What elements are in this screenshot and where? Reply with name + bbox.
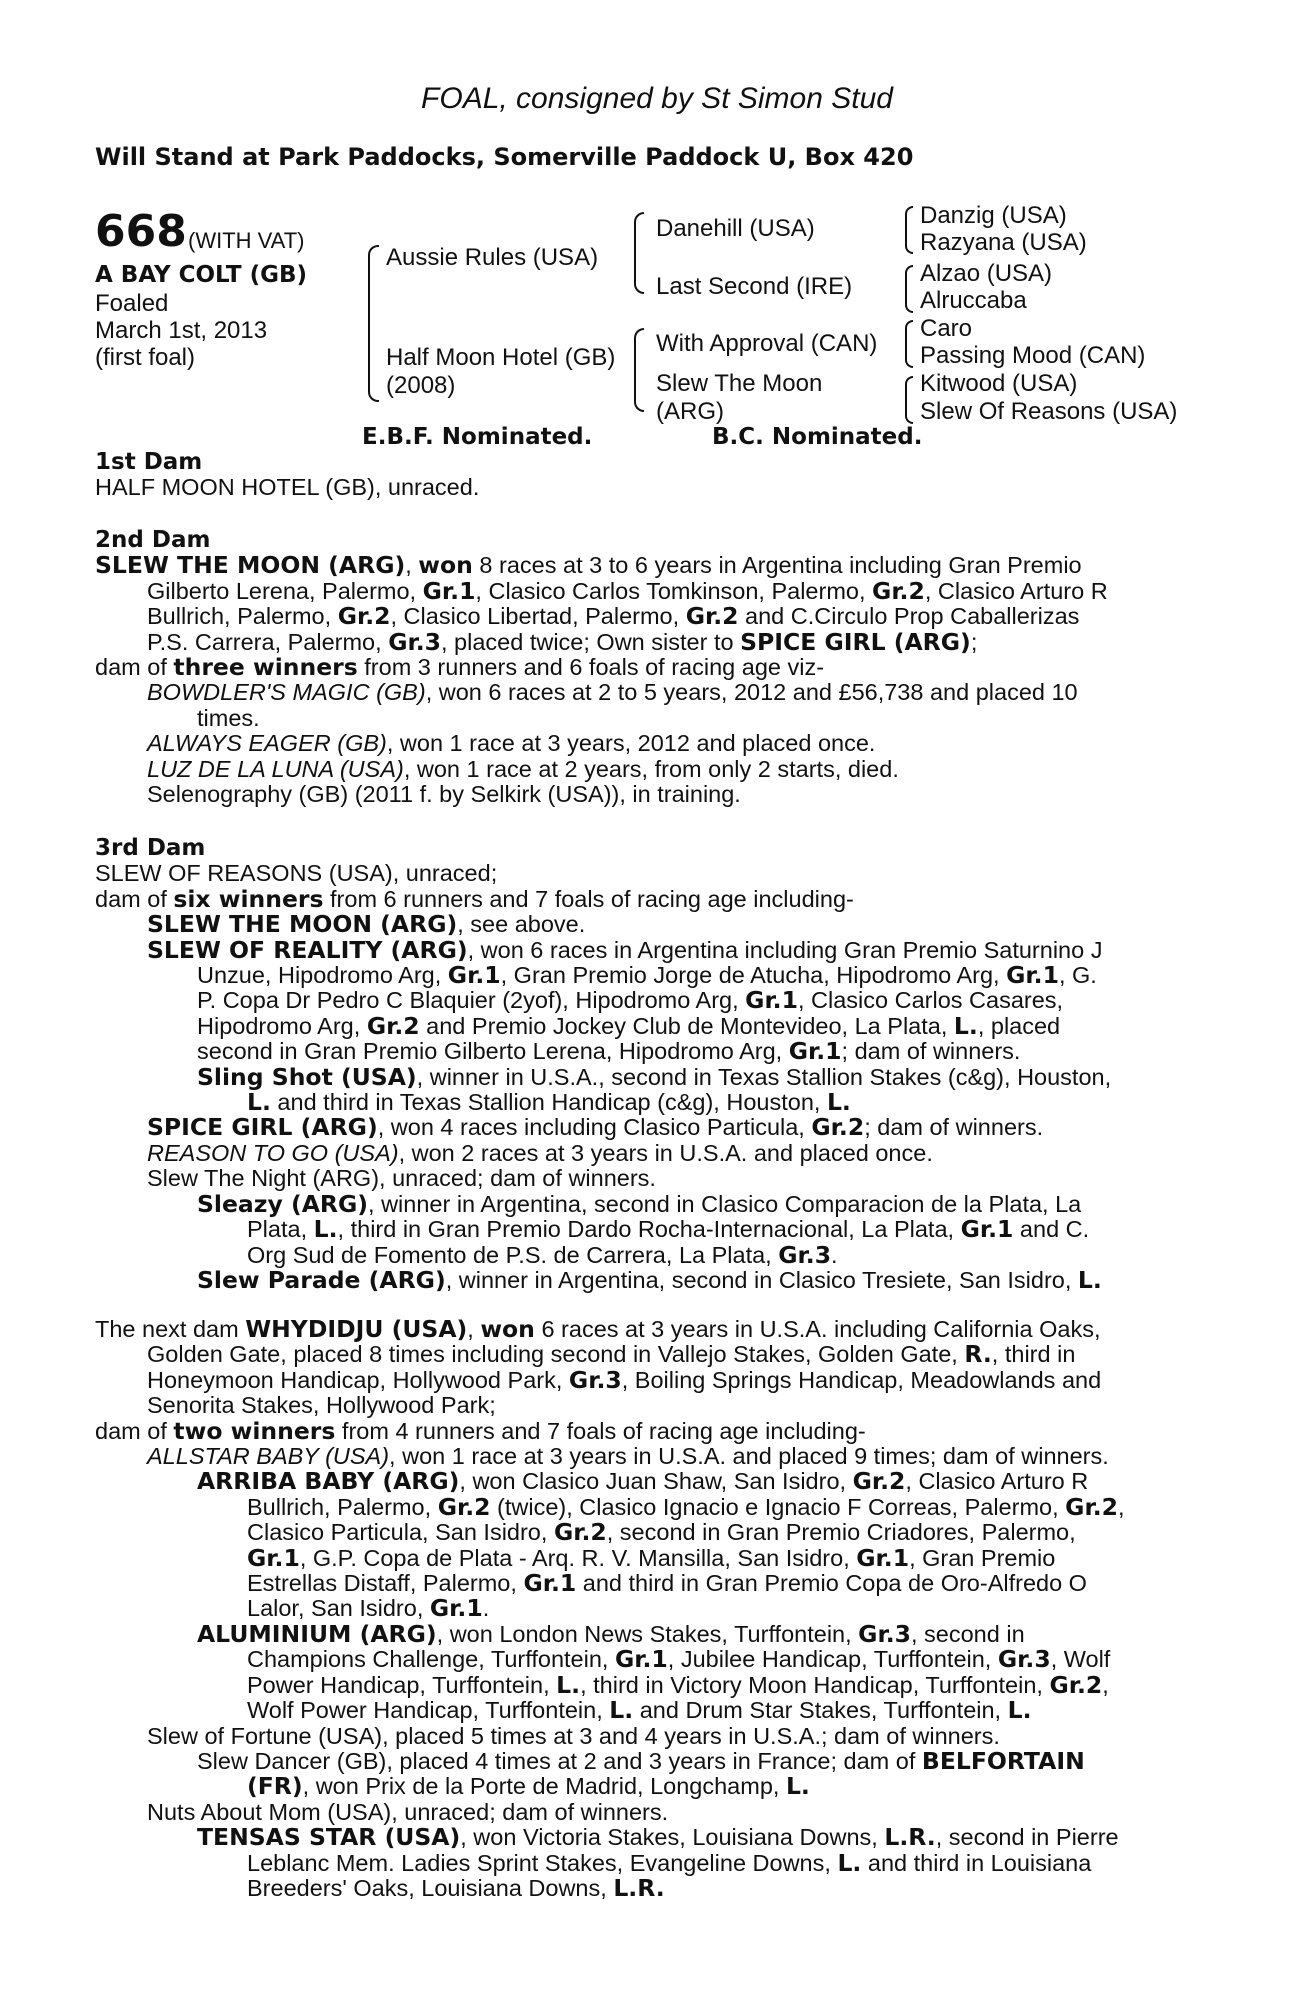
pedigree-dam-dam: Slew The Moon [656,370,823,397]
progeny-name: REASON TO GO (USA) [147,1139,399,1166]
race-text: ; [970,628,978,655]
race-text: , Clasico Carlos Tomkinson, Palermo, [475,577,873,604]
next-dam-section: The next dam WHYDIDJU (USA), won 6 races at 3 years in U.S.A. including California Oaks, Golden Gate, placed 8 times including second in Vallejo Stakes, Golden Gate, R., third in Honeymoon Handicap, Hollywood Park, Gr.3, Boiling Springs Handicap, Meadowlands and Senorita Stakes, Hollywood Park; dam of two winners from 4 runners and 7 foals of racing age including- ALLSTAR BABY (USA), won 1 race at 3 years in U.S.A. and placed 9 times; dam of winners. ARRIBA BABY (ARG), won Clasico Juan Shaw, San Isidro, Gr.2, Clasico Arturo R Bullrich, Palermo, Gr.2 (twice), Clasico Ignacio e Ignacio F Correas, Palermo, Gr.2, Clasico Particula, San Isidro, Gr.2, second in Gran Premio Criadores, Palermo, Gr.1, G.P. Copa de Plata - Arq. R. V. Mansilla, San Isidro, Gr.1, Gran Premio Estrellas Distaff, Palermo, Gr.1 and third in Gran Premio Copa de Oro-Alfredo O Lalor, San Isidro, Gr.1. ALUMINIUM (ARG), won London News Stakes, Turffontein, Gr.3, second in Champions Challenge, Turffontein, Gr.1, Jubilee Handicap, Turffontein, Gr.3, Wolf Power Handicap, Turffontein, L., third in Victory Moon Handicap, Turffontein, Gr.2, Wolf Power Handicap, Turffontein, L. and Drum Star Stakes, Turffontein, L. Slew of Fortune (USA), placed 5 times at 3 and 4 years in U.S.A.; dam of winners. Slew Dancer (GB), placed 4 times at 2 and 3 years in France; dam of BELFORTAIN (FR), won Prix de la Porte de Madrid, Longchamp, L. Nuts About Mom (USA), unraced; dam of winners. TENSAS STAR (USA), won Victoria Stakes, Louisiana Downs, L.R., second in Pierre Leblanc Mem. Ladies Sprint Stakes, Evangeline Downs, L. and third in Louisiana Breeders' Oaks, Louisiana Downs, L.R. [95,1317,1200,1901]
listed-label: L.R. [613,1873,665,1902]
progeny-name: Sling Shot (USA) [197,1062,417,1091]
race-text: 6 races at 3 years in U.S.A. including California Oaks, [534,1316,1101,1342]
progeny-name: ALUMINIUM (ARG) [197,1619,437,1648]
progeny-text: , won 1 race at 2 years, from only 2 starts, died. [403,755,899,782]
won-label: won [418,551,473,580]
pedigree-dss: Caro [920,315,973,342]
grade-label: Gr.3 [778,1240,832,1269]
progeny-text: , [1102,1671,1109,1698]
second-dam-heading: 2nd Dam [95,527,211,553]
foal-note: (first foal) [95,344,196,371]
grade-label: Gr.2 [872,576,925,605]
listed-label: L. [313,1215,338,1244]
listed-label: L. [837,1848,862,1877]
second-dam-section: 2nd Dam SLEW THE MOON (ARG), won 8 races at 3 to 6 years in Argentina including Gran Premio Gilberto Lerena, Palermo, Gr.1, Clasico Carlos Tomkinson, Palermo, Gr.2, Clasico Arturo R Bullrich, Palermo, Gr.2, Clasico Libertad, Palermo, Gr.2 and C.Circulo Prop Caballerizas P.S. Carrera, Palermo, Gr.3, placed twice; Own sister to SPICE GIRL (ARG); dam of three winners from 3 runners and 6 foals of racing age viz- BOWDLER'S MAGIC (GB), won 6 races at 2 to 5 years, 2012 and £56,738 and placed 10 times. ALWAYS EAGER (GB), won 1 race at 3 years, 2012 and placed once. LUZ DE LA LUNA (USA), won 1 race at 2 years, from only 2 starts, died. Selenography (GB) (2011 f. by Selkirk (USA)), in training. [95,528,1200,807]
progeny-name: BOWDLER'S MAGIC (GB) [147,679,426,706]
progeny-text: and third in Louisiana [861,1849,1092,1876]
progeny-name: SPICE GIRL (ARG) [147,1113,378,1142]
progeny-text: , won 4 races including Clasico Particula, [377,1114,812,1141]
pedigree-dam: Half Moon Hotel (GB) [386,344,616,371]
listed-label: L. [826,1088,851,1117]
race-text: Senorita Stakes, Hollywood Park; [147,1392,496,1419]
progeny-text: Plata, [247,1216,314,1243]
vat-note: (WITH VAT) [188,228,305,253]
progeny-name: ALLSTAR BABY (USA) [147,1443,390,1470]
pedigree-brace-ds [905,320,913,368]
pedigree-dam-sire: With Approval (CAN) [656,330,878,357]
race-text: , Boiling Springs Handicap, Meadowlands and [621,1366,1102,1393]
grade-label: Gr.1 [960,1215,1014,1244]
grade-label: Gr.3 [568,1365,622,1394]
pedigree-brace-main [368,245,379,402]
pedigree-sire: Aussie Rules (USA) [386,244,599,271]
progeny-text: Bullrich, Palermo, [247,1493,438,1520]
progeny-text: and third in Gran Premio Copa de Oro-Alfredo O [576,1570,1087,1597]
progeny-text: , won 2 races at 3 years in U.S.A. and placed once. [398,1139,933,1166]
pedigree-brace-sire [634,212,644,294]
race-text: , Clasico Arturo R [924,577,1108,604]
progeny-text: , Clasico Arturo R [905,1468,1089,1495]
dam-of-label: dam of [95,1417,174,1444]
progeny-text: , G. [1058,962,1097,989]
progeny-text: Clasico Particula, San Isidro, [247,1519,554,1546]
progeny-text: , second in Pierre [935,1824,1119,1851]
lot-number: 668 [95,206,187,257]
dam-of-text: from 3 runners and 6 foals of racing age viz- [357,654,825,681]
winners-count: two winners [173,1416,336,1445]
progeny-text: Power Handicap, Turffontein, [247,1671,557,1698]
progeny-text: Unzue, Hipodromo Arg, [197,962,448,989]
progeny-text: Estrellas Distaff, Palermo, [247,1570,524,1597]
pedigree-brace-ss [905,206,913,254]
grade-label: Gr.3 [997,1645,1051,1674]
progeny-text: . [482,1595,490,1622]
next-dam-prefix: The next dam [95,1316,246,1342]
race-text: Bullrich, Palermo, [147,603,338,630]
progeny-text: ; dam of winners. [864,1114,1044,1141]
progeny-text: , Gran Premio [909,1544,1056,1571]
progeny-text: Selenography (GB) (2011 f. by Selkirk (USA)), in training. [147,781,741,808]
dam-of-label: dam of [95,654,174,681]
progeny-text: (twice), Clasico Ignacio e Ignacio F Correas, Palermo, [490,1493,1066,1520]
progeny-text: and Drum Star Stakes, Turffontein, [633,1697,1008,1724]
progeny-text: , placed [977,1012,1061,1039]
grade-label: Gr.1 [422,576,476,605]
grade-label: Gr.1 [614,1645,668,1674]
progeny-text: , won Clasico Juan Shaw, San Isidro, [459,1468,853,1495]
grade-label: Gr.1 [447,961,501,990]
progeny-name: LUZ DE LA LUNA (USA) [147,755,404,782]
pedigree-brace-dd [905,376,913,424]
grade-label: Gr.3 [388,627,441,656]
race-text: and C.Circulo Prop Caballerizas [738,603,1080,630]
progeny-text: Leblanc Mem. Ladies Sprint Stakes, Evangeline Downs, [247,1849,838,1876]
progeny-text: Nuts About Mom (USA), unraced; dam of winners. [147,1798,669,1825]
progeny-text: Breeders' Oaks, Louisiana Downs, [247,1874,614,1901]
progeny-text: , won 1 race at 3 years in U.S.A. and placed 9 times; dam of winners. [389,1443,1109,1470]
pedigree-brace-dam [634,328,644,412]
progeny-text: Org Sud de Fomento de P.S. de Carrera, La Plata, [247,1241,779,1268]
progeny-text: . [831,1241,838,1268]
first-dam-heading: 1st Dam [95,449,203,475]
progeny-name: ARRIBA BABY (ARG) [197,1467,460,1496]
progeny-text: Hipodromo Arg, [197,1012,367,1039]
grade-label: Gr.2 [437,1492,491,1521]
pedigree-sire-sire: Danehill (USA) [656,215,815,242]
grade-label: Gr.1 [745,986,798,1015]
progeny-text: , [1117,1493,1125,1520]
progeny-text: and Premio Jockey Club de Montevideo, La Plata, [419,1012,954,1039]
winners-count: six winners [173,884,324,913]
grade-label: Gr.2 [366,1011,420,1040]
grade-label: Gr.1 [856,1543,910,1572]
grade-label: Gr.2 [852,1467,906,1496]
progeny-text: , winner in Argentina, second in Clasico Comparacion de la Plata, La [368,1190,1082,1217]
dam-name: WHYDIDJU (USA) [245,1315,468,1343]
grade-label: Gr.2 [1065,1492,1118,1521]
pedigree-ssd: Razyana (USA) [920,229,1087,256]
pedigree-dds: Kitwood (USA) [920,370,1078,397]
grade-label: Gr.1 [788,1037,842,1066]
dam-name: SLEW THE MOON (ARG) [95,551,406,580]
race-text: , placed twice; Own sister to [441,628,741,655]
race-text: Golden Gate, placed 8 times including second in Vallejo Stakes, Golden Gate, [147,1341,965,1368]
progeny-name: SLEW THE MOON (ARG) [147,910,458,939]
pedigree-sds: Alzao (USA) [920,260,1053,287]
race-text: Honeymoon Handicap, Hollywood Park, [147,1366,569,1393]
winners-count: three winners [173,653,358,682]
page-title: FOAL, consigned by St Simon Stud [421,82,893,115]
foaled-label: Foaled [95,290,169,317]
foaled-date: March 1st, 2013 [95,317,268,344]
progeny-text: , won 6 races at 2 to 5 years, 2012 and £56,738 and placed 10 [425,679,1078,706]
third-dam-heading: 3rd Dam [95,835,206,861]
grade-label: Gr.3 [858,1619,911,1648]
dam-of-label: dam of [95,885,174,912]
dam-of-text: from 4 runners and 7 foals of racing age including- [335,1417,866,1444]
grade-label: Gr.1 [429,1594,483,1623]
progeny-text: Slew Dancer (GB), placed 4 times at 2 and 3 years in France; dam of [197,1747,922,1774]
grade-label: Gr.2 [1049,1670,1103,1699]
sister-name: SPICE GIRL (ARG) [740,627,971,656]
progeny-text: , Gran Premio Jorge de Atucha, Hipodromo Arg, [500,962,1007,989]
progeny-text: Slew The Night (ARG), unraced; dam of winners. [147,1165,656,1192]
race-text: 8 races at 3 to 6 years in Argentina including Gran Premio [472,552,1082,579]
listed-label: L. [556,1670,581,1699]
listed-label: L. [953,1011,978,1040]
progeny-text: , won Prix de la Porte de Madrid, Longchamp, [302,1773,786,1800]
first-dam-section [95,450,1200,501]
progeny-text: ; dam of winners. [841,1038,1021,1065]
third-dam-section [95,836,1200,1293]
progeny-text: Slew of Fortune (USA), placed 5 times at 3 and 4 years in U.S.A.; dam of winners. [147,1722,1000,1749]
progeny-text: , third in Victory Moon Handicap, Turffontein, [580,1671,1050,1698]
race-text: P.S. Carrera, Palermo, [147,628,389,655]
progeny-text: , Wolf [1050,1646,1111,1673]
restricted-label: R. [964,1340,992,1369]
progeny-text: P. Copa Dr Pedro C Blaquier (2yof), Hipodromo Arg, [197,987,746,1014]
grade-label: Gr.2 [685,602,739,631]
race-text: , Clasico Libertad, Palermo, [390,603,686,630]
progeny-text: , see above. [457,911,586,938]
progeny-text: , second in Gran Premio Criadores, Palermo, [606,1519,1076,1546]
progeny-text: times. [197,704,260,731]
pedigree-dam-year: (2008) [386,372,456,399]
ebf-nomination: E.B.F. Nominated. [362,424,593,450]
progeny-text: and third in Texas Stallion Handicap (c&g), Houston, [270,1089,827,1116]
pedigree-ddd: Slew Of Reasons (USA) [920,398,1178,425]
pedigree-dsd: Passing Mood (CAN) [920,342,1146,369]
progeny-text: , won London News Stakes, Turffontein, [436,1620,859,1647]
progeny-name: ALWAYS EAGER (GB) [147,730,387,757]
progeny-text: , won 6 races in Argentina including Gran Premio Saturnino J [467,936,1103,963]
pedigree-sdd: Alruccaba [920,287,1027,314]
progeny-text: Champions Challenge, Turffontein, [247,1646,615,1673]
progeny-name: SLEW OF REALITY (ARG) [147,935,468,964]
grade-label: Gr.1 [247,1543,300,1572]
progeny-text: , G.P. Copa de Plata - Arq. R. V. Mansilla, San Isidro, [299,1544,857,1571]
progeny-text: , second in [910,1620,1025,1647]
progeny-text: Wolf Power Handicap, Turffontein, [247,1697,610,1724]
lot-name: A BAY COLT (GB) [95,262,308,288]
race-text: Gilberto Lerena, Palermo, [147,577,423,604]
listed-label: L. [1077,1265,1102,1294]
progeny-name: Sleazy (ARG) [197,1189,369,1218]
grade-label: Gr.2 [811,1113,865,1142]
dam-of-text: from 6 runners and 7 foals of racing age including- [323,885,854,912]
progeny-text: , won Victoria Stakes, Louisiana Downs, [460,1824,885,1851]
listed-label: L. [1007,1696,1032,1725]
progeny-name: Slew Parade (ARG) [197,1265,446,1294]
listed-label: L. [609,1696,634,1725]
progeny-name: (FR) [247,1772,303,1801]
race-text: , third in [991,1341,1076,1368]
pedigree-brace-sd [905,265,913,313]
stand-location: Will Stand at Park Paddocks, Somerville Paddock U, Box 420 [95,143,914,171]
progeny-text: , Jubilee Handicap, Turffontein, [667,1646,998,1673]
first-dam-text: HALF MOON HOTEL (GB), unraced. [95,474,480,501]
pedigree-dam-dam-origin: (ARG) [656,398,724,425]
third-dam-name: SLEW OF REASONS (USA), unraced; [95,860,498,887]
progeny-text: , third in Gran Premio Dardo Rocha-Internacional, La Plata, [337,1216,961,1243]
grade-label: Gr.1 [1006,961,1059,990]
progeny-text: , won 1 race at 3 years, 2012 and placed once. [386,730,876,757]
pedigree-sss: Danzig (USA) [920,202,1067,229]
progeny-text: , winner in U.S.A., second in Texas Stallion Stakes (c&g), Houston, [416,1063,1112,1090]
grade-label: Gr.2 [553,1518,607,1547]
progeny-text: and C. [1013,1216,1090,1243]
progeny-text: Lalor, San Isidro, [247,1595,430,1622]
grade-label: Gr.1 [523,1569,577,1598]
progeny-name: TENSAS STAR (USA) [197,1823,461,1852]
progeny-text: , winner in Argentina, second in Clasico Tresiete, San Isidro, [445,1266,1078,1293]
bc-nomination: B.C. Nominated. [712,424,923,450]
pedigree-sire-dam: Last Second (IRE) [656,273,853,300]
listed-label: L. [785,1772,810,1801]
won-label: won [480,1315,535,1343]
listed-label: L. [247,1088,271,1117]
progeny-name: BELFORTAIN [921,1746,1085,1775]
progeny-text: second in Gran Premio Gilberto Lerena, Hipodromo Arg, [197,1038,789,1065]
grade-label: Gr.2 [337,602,391,631]
progeny-text: , Clasico Carlos Casares, [797,987,1064,1014]
listed-label: L.R. [884,1823,936,1852]
